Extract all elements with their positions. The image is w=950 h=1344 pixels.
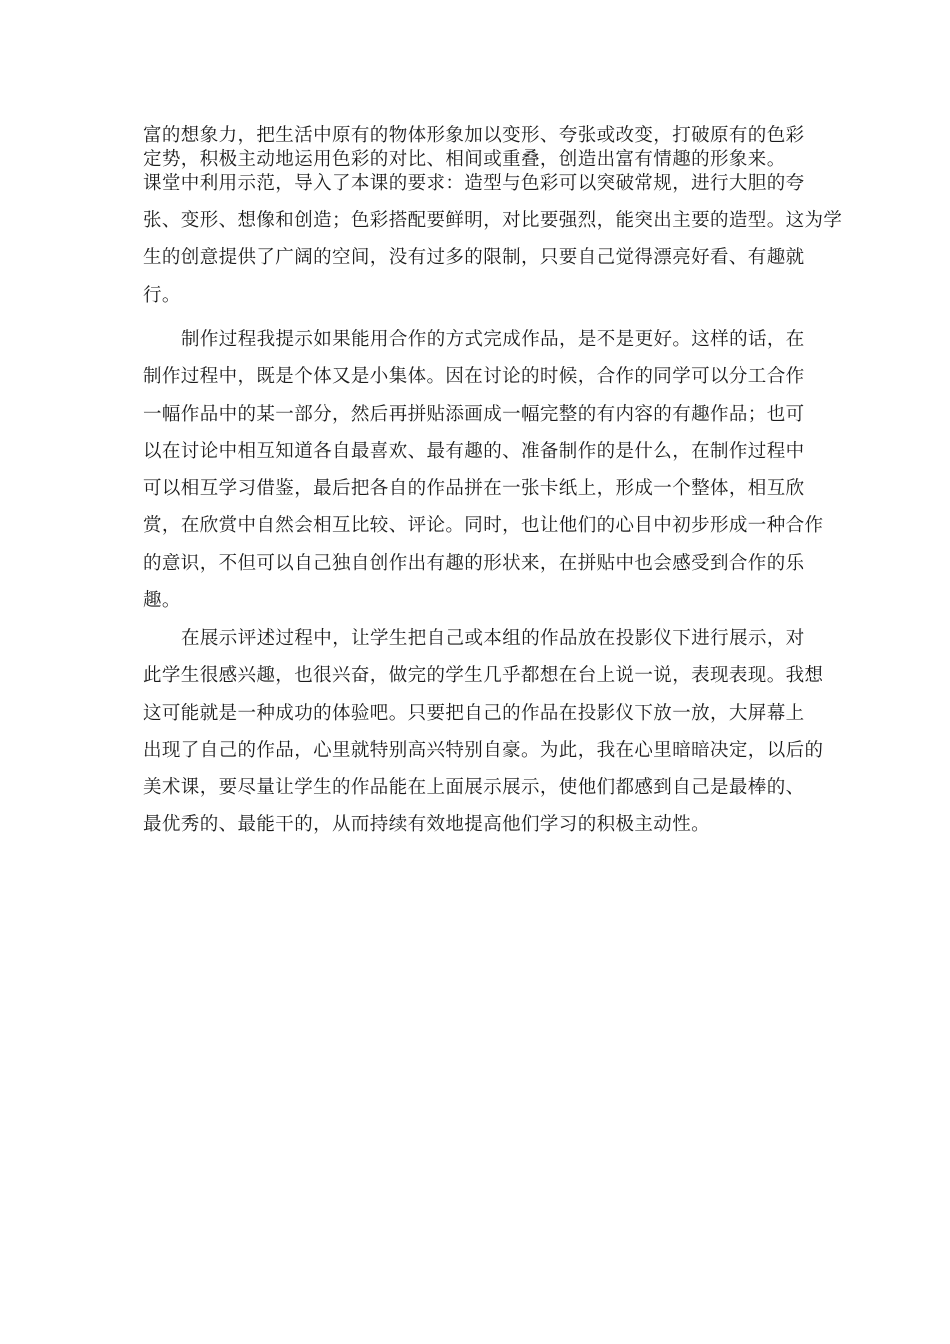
paragraph-line: 最优秀的、最能干的，从而持续有效地提高他们学习的积极主动性。 [143,814,711,836]
paragraph-line: 课堂中利用示范，导入了本课的要求：造型与色彩可以突破常规，进行大胆的夸 [143,173,805,194]
paragraph-line: 一幅作品中的某一部分，然后再拼贴添画成一幅完整的有内容的有趣作品；也可 [143,403,805,425]
paragraph-line: 赏，在欣赏中自然会相互比较、评论。同时，也让他们的心目中初步形成一种合作 [143,515,824,537]
paragraph-line: 制作过程中，既是个体又是小集体。因在讨论的时候，合作的同学可以分工合作 [143,366,805,388]
paragraph-line: 此学生很感兴趣，也很兴奋，做完的学生几乎都想在台上说一说，表现表现。我想 [143,665,824,687]
paragraph-3 [143,620,824,844]
paragraph-line: 可以相互学习借鉴，最后把各自的作品拼在一张卡纸上，形成一个整体，相互欣 [143,478,805,500]
paragraph-line: 制作过程我提示如果能用合作的方式完成作品，是不是更好。这样的话，在 [181,329,805,350]
paragraph-2 [143,321,824,619]
paragraph-line: 富的想象力，把生活中原有的物体形象加以变形、夸张或改变，打破原有的色彩 [143,125,805,146]
paragraph-line: 以在讨论中相互知道各自最喜欢、最有趣的、准备制作的是什么，在制作过程中 [143,440,805,462]
paragraph-line: 的意识，不但可以自己独自创作出有趣的形状来，在拼贴中也会感受到合作的乐 [143,552,805,574]
paragraph-line: 定势，积极主动地运用色彩的对比、相间或重叠，创造出富有情趣的形象来。 [143,149,786,170]
paragraph-line: 生的创意提供了广阔的空间，没有过多的限制，只要自己觉得漂亮好看、有趣就 [143,247,805,269]
paragraph-line: 行。 [143,284,181,306]
paragraph-1 [143,124,843,314]
paragraph-line: 美术课，要尽量让学生的作品能在上面展示展示，使他们都感到自己是最棒的、 [143,777,805,799]
paragraph-line: 出现了自己的作品，心里就特别高兴特别自豪。为此，我在心里暗暗决定，以后的 [143,739,824,761]
paragraph-line: 张、变形、想像和创造；色彩搭配要鲜明，对比要强烈，能突出主要的造型。这为学 [143,210,843,231]
paragraph-line: 在展示评述过程中，让学生把自己或本组的作品放在投影仪下进行展示，对 [181,628,805,649]
paragraph-line: 趣。 [143,590,181,612]
paragraph-line: 这可能就是一种成功的体验吧。只要把自己的作品在投影仪下放一放，大屏幕上 [143,702,805,724]
